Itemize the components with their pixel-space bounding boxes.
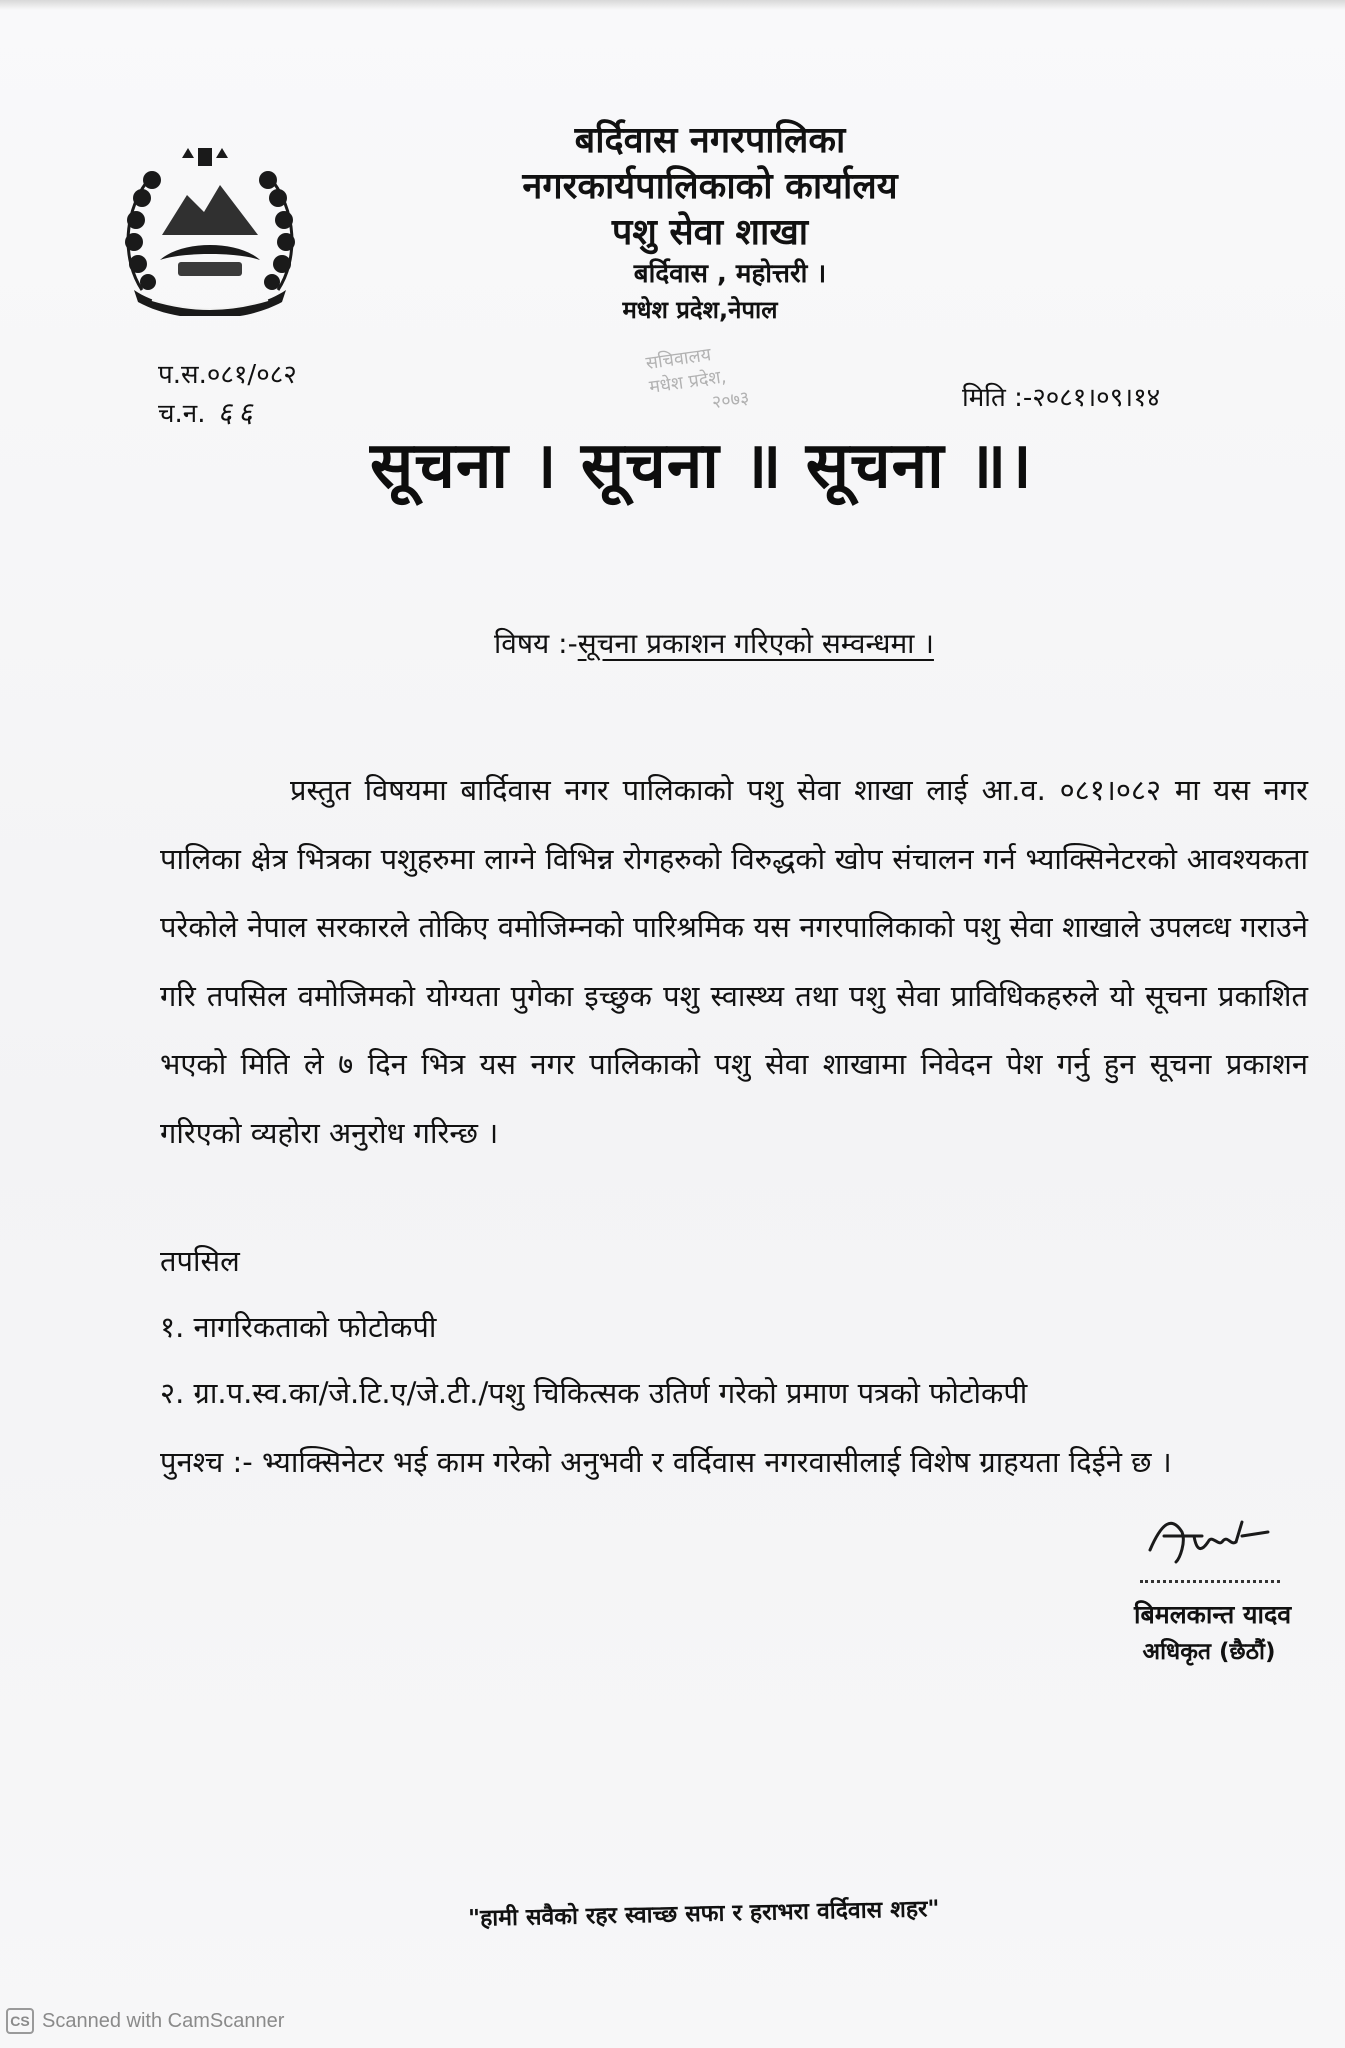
signatory-name: बिमलकान्त यादव (1134, 1600, 1292, 1629)
reference-block (158, 356, 297, 433)
requirements-list (160, 1228, 1310, 1426)
notice-body (160, 756, 1308, 1167)
dispatch-label: च.न. (158, 399, 206, 429)
scan-edge (0, 0, 1345, 10)
notice-title: सूचना । सूचना ॥ सूचना ॥। (370, 429, 1033, 503)
notice-date: मिति :-२०८१।०९।१४ (962, 383, 1161, 413)
handwritten-signature (1142, 1502, 1282, 1572)
signatory-block (1134, 1596, 1292, 1670)
office-header (430, 118, 990, 328)
camscanner-text: Scanned with CamScanner (42, 2009, 285, 2032)
subject-text: सूचना प्रकाशन गरिएको सम्वन्धमा । (577, 627, 934, 660)
office-name: नगरकार्यपालिकाको कार्यालय (522, 166, 898, 207)
faded-stamp: सचिवालय मधेश प्रदेश, २०७३ (644, 344, 751, 414)
signatory-designation: अधिकृत (छैठौं) (1142, 1639, 1276, 1665)
subject-line (494, 624, 934, 662)
nepal-government-emblem-icon (112, 140, 308, 316)
section-name: पशु सेवा शाखा (611, 212, 809, 253)
dispatch-number-row (158, 394, 297, 433)
municipality-name: बर्दिवास नगरपालिका (574, 120, 846, 161)
municipality-slogan: "हामी सवैको रहर स्वाच्छ सफा र हराभरा वर्दिवास शहर" (467, 1896, 940, 1932)
list-item: २. ग्रा.प.स्व.का/जे.टि.ए/जे.टी./पशु चिकित्सक उतिर्ण गरेको प्रमाण पत्रको फोटोकपी (160, 1376, 1028, 1410)
list-item: १. नागरिकताको फोटोकपी (160, 1310, 437, 1344)
signature-line (1140, 1580, 1280, 1583)
dispatch-number: ६६ (217, 396, 259, 429)
office-address: बर्दिवास , महोत्तरी । (633, 259, 827, 289)
fiscal-year-reference: प.स.०८१/०८२ (158, 360, 297, 390)
subject-label: विषय :- (494, 627, 578, 660)
camscanner-logo-icon: CS (6, 2008, 34, 2034)
notice-body-text: प्रस्तुत विषयमा बार्दिवास नगर पालिकाको पशु सेवा शाखा लाई आ.व. ०८१।०८२ मा यस नगर पालिका क्षेत्र भित्रका पशुहरुमा लाग्ने विभिन्न रोगहरुको विरुद्धको खोप संचालन गर्न भ्याक्सिनेटरको आवश्यकता परेकोले नेपाल सरकारले तोकिए वमोजिम्नको पारिश्रमिक यस नगरपालिकाको पशु सेवा शाखाले उपलव्ध गराउने गरि तपसिल वमोजिमको योग्यता पुगेका इच्छुक पशु स्वास्थ्य तथा पशु सेवा प्राविधिकहरुले यो सूचना प्रकाशित भएको मिति ले ७ दिन भित्र यस नगर पालिकाको पशु सेवा शाखामा निवेदन पेश गर्नु हुन सूचना प्रकाशन गरिएको व्यहोरा अनुरोध गरिन्छ । (160, 773, 1308, 1150)
list-heading: तपसिल (160, 1244, 240, 1278)
postscript: पुनश्च :- भ्याक्सिनेटर भई काम गरेको अनुभवी र वर्दिवास नगरवासीलाई विशेष ग्राहयता दिईने छ । (160, 1445, 1172, 1479)
camscanner-watermark (6, 2006, 284, 2036)
office-province: मधेश प्रदेश,नेपाल (622, 296, 778, 324)
